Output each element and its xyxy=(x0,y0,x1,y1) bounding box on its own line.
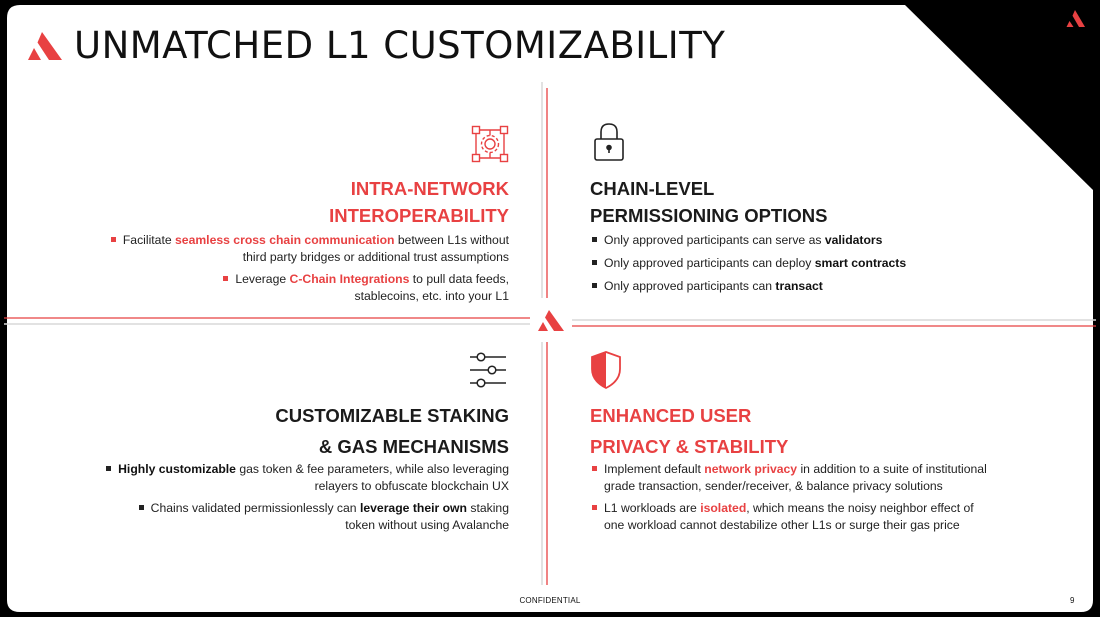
bullet-emphasis: Highly customizable xyxy=(118,462,236,476)
confidential-label: CONFIDENTIAL xyxy=(519,596,581,605)
bullet-marker xyxy=(592,505,597,510)
bullet-text: between L1s without xyxy=(394,233,509,247)
bullet-marker xyxy=(139,505,144,510)
bullet-marker xyxy=(592,260,597,265)
title-logo-icon xyxy=(28,31,64,61)
bullet-list-permissioning xyxy=(592,232,1042,295)
network-nodes-icon xyxy=(471,125,509,163)
list-item xyxy=(49,461,509,494)
heading-line-1: ENHANCED USER xyxy=(590,405,752,426)
bullet-emphasis: C-Chain Integrations xyxy=(289,272,410,286)
heading-line-1: CUSTOMIZABLE STAKING xyxy=(275,405,509,426)
bullet-text: to pull data feeds, xyxy=(409,272,509,286)
heading-line-2: PERMISSIONING OPTIONS xyxy=(590,205,828,226)
list-item xyxy=(592,461,1072,494)
bullet-text-line2: grade transaction, sender/receiver, & balance privacy solutions xyxy=(604,478,943,493)
bullet-list-privacy xyxy=(592,461,1072,533)
center-logo-icon xyxy=(538,309,566,333)
lock-icon xyxy=(592,122,626,162)
bullet-text: , which means the noisy neighbor effect of xyxy=(746,501,974,515)
heading-line-2: INTEROPERABILITY xyxy=(329,205,509,226)
heading-line-2: & GAS MECHANISMS xyxy=(318,436,509,457)
list-item xyxy=(592,500,1072,533)
bullet-emphasis: network privacy xyxy=(704,462,798,476)
bullet-text-line2: stablecoins, etc. into your L1 xyxy=(354,288,509,303)
bullet-marker xyxy=(106,466,111,471)
bullet-text: Leverage xyxy=(235,272,290,286)
bullet-text: staking xyxy=(466,501,509,515)
heading-staking-gas xyxy=(89,400,509,462)
list-item xyxy=(592,232,1042,249)
bullet-text: L1 workloads are xyxy=(604,501,701,515)
bullet-text: Only approved participants can xyxy=(604,279,776,293)
bullet-marker xyxy=(223,276,228,281)
corner-logo-icon xyxy=(1066,9,1088,29)
heading-intra-network xyxy=(89,175,509,229)
list-item xyxy=(69,271,509,304)
list-item xyxy=(69,232,509,265)
bullet-emphasis: isolated xyxy=(700,501,747,515)
list-item xyxy=(49,500,509,533)
bullet-text: Only approved participants can deploy xyxy=(604,256,815,270)
bullet-marker xyxy=(111,237,116,242)
bullet-emphasis: seamless cross chain communication xyxy=(175,233,395,247)
bullet-text: gas token & fee parameters, while also leveraging xyxy=(235,462,509,476)
bullet-text-line2: one workload cannot destabilize other L1s or surge their gas price xyxy=(604,517,960,532)
shield-icon xyxy=(590,350,622,390)
bullet-text: Chains validated permissionlessly can xyxy=(150,501,360,515)
bullet-text-line2: relayers to obfuscate blockchain UX xyxy=(314,478,509,493)
bullet-text: in addition to a suite of institutional xyxy=(797,462,987,476)
bullet-marker xyxy=(592,283,597,288)
bullet-emphasis: validators xyxy=(824,233,883,247)
page-number: 9 xyxy=(1070,596,1075,605)
bullet-text: Only approved participants can serve as xyxy=(604,233,825,247)
heading-line-2: PRIVACY & STABILITY xyxy=(590,436,789,457)
heading-line-1: CHAIN-LEVEL xyxy=(590,178,715,199)
bullet-text-line2: third party bridges or additional trust assumptions xyxy=(242,249,509,264)
bullet-emphasis: smart contracts xyxy=(814,256,907,270)
bullet-list-interop xyxy=(69,232,509,304)
bullet-text: Facilitate xyxy=(122,233,176,247)
bullet-list-staking xyxy=(49,461,509,533)
bullet-marker xyxy=(592,237,597,242)
page-title: UNMATCHED L1 CUSTOMIZABILITY xyxy=(74,24,726,67)
heading-privacy-stability xyxy=(590,400,1010,462)
bullet-emphasis: transact xyxy=(775,279,823,293)
list-item xyxy=(592,255,1042,272)
sliders-icon xyxy=(469,352,507,388)
bullet-emphasis: leverage their own xyxy=(359,501,467,515)
heading-line-1: INTRA-NETWORK xyxy=(350,178,509,199)
bullet-marker xyxy=(592,466,597,471)
list-item xyxy=(592,278,1042,295)
heading-permissioning xyxy=(590,175,1010,229)
bullet-text-line2: token without using Avalanche xyxy=(345,517,509,532)
bullet-text: Implement default xyxy=(604,462,705,476)
